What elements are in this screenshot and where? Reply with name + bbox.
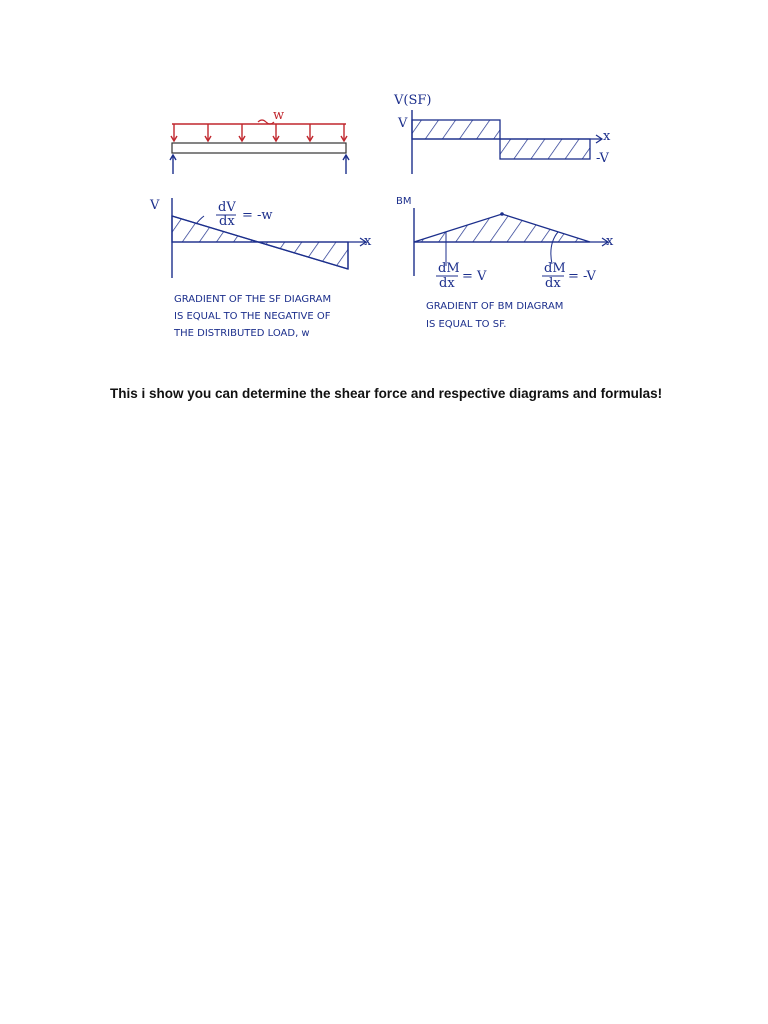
bm-left-denominator: dx [439,276,455,291]
dsf-note-line-1: GRADIENT OF THE SF DIAGRAM [174,294,332,305]
bm-axis-x-label: x [606,234,614,249]
dsf-note-line-2: IS EQUAL TO THE NEGATIVE OF [174,311,331,322]
distributed-load-arrows [171,124,347,141]
bm-note-line-1: GRADIENT OF BM DIAGRAM [426,301,564,312]
shear-bending-figure [140,82,660,352]
dsf-gradient-rhs: = -w [242,208,273,223]
beam [172,143,346,153]
dsf-note-line-3: THE DISTRIBUTED LOAD, w [174,328,310,339]
sf-axis-y-label: V(SF) [394,93,432,108]
distributed-sf-diagram [149,198,372,339]
load-diagram [170,108,349,174]
dsf-axis-x-label: x [364,234,372,249]
sf-diagram [393,93,611,174]
bm-right-rhs: = -V [568,269,596,284]
dsf-axis-y-label: V [150,198,160,213]
bm-right-numerator: dM [544,261,566,276]
bm-left-numerator: dM [438,261,460,276]
load-label: w [273,108,285,123]
dsf-gradient-denominator: dx [219,214,235,229]
dsf-gradient-numerator: dV [218,200,236,215]
sf-negative-label: -V [596,151,609,166]
bm-diagram [396,196,614,330]
bm-right-denominator: dx [545,276,561,291]
bm-axis-y-label: BM [396,196,412,207]
support-reactions [170,155,349,174]
bm-left-rhs: = V [462,269,487,284]
sf-axis-x-label: x [603,129,611,144]
bm-note-line-2: IS EQUAL TO SF. [426,319,507,330]
sf-positive-label: V [398,116,408,131]
caption-text: This i show you can determine the shear force and respective diagrams and formulas! [110,386,663,401]
